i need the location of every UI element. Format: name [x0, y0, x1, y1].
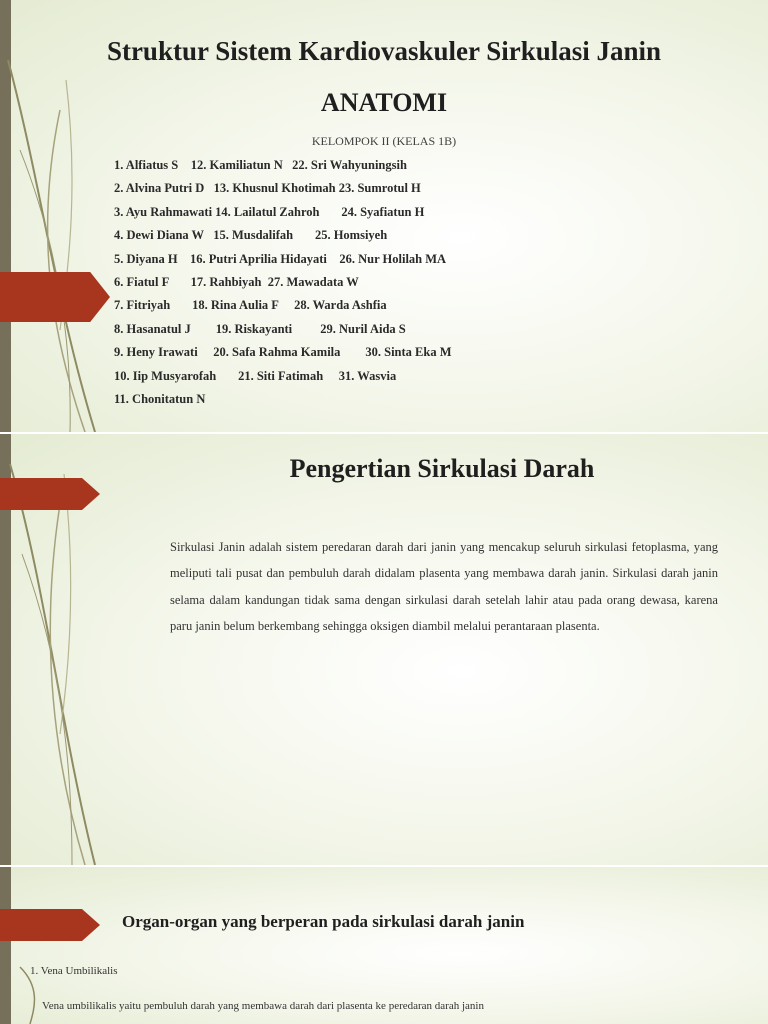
list-item-description: Vena umbilikalis yaitu pembuluh darah yang membawa darah dari plasenta ke peredaran darah janin — [42, 1000, 484, 1012]
slide-title — [0, 0, 768, 432]
section-heading: Organ-organ yang berperan pada sirkulasi darah janin — [122, 912, 525, 931]
slide-definition — [0, 434, 768, 865]
definition-paragraph: Sirkulasi Janin adalah sistem peredaran darah dari janin yang mencakup seluruh sirkulasi fetoplasma, yang meliputi tali pusat dan pembuluh darah didalam plasenta yang membawa darah janin. Sirkulasi darah janin selama dalam kandungan tidak sama dengan sirkulasi darah setelah lahir atau pada orang dewasa, karena paru janin belum berkembang sehingga oksigen diambil melalui perantaraan plasenta. — [170, 540, 718, 634]
list-item: 4. Dewi Diana W 15. Musdalifah 25. Homsiyeh — [114, 228, 388, 243]
list-item: 2. Alvina Putri D 13. Khusnul Khotimah 23. Sumrotul H — [114, 181, 421, 196]
list-item: 3. Ayu Rahmawati 14. Lailatul Zahroh 24. Syafiatun H — [114, 204, 425, 219]
member-list — [114, 155, 452, 412]
slide-title-text: Struktur Sistem Kardiovaskuler Sirkulasi Janin — [106, 36, 662, 66]
list-item: 10. Iip Musyarofah 21. Siti Fatimah 31. Wasvia — [114, 368, 397, 383]
list-item: 1. Vena Umbilikalis — [30, 965, 118, 977]
group-label: KELOMPOK II (KELAS 1B) — [311, 134, 457, 148]
slide-subtitle: ANATOMI — [320, 88, 448, 117]
accent-arrow — [0, 909, 100, 941]
list-item: 5. Diyana H 16. Putri Aprilia Hidayati 26. Nur Holilah MA — [114, 251, 447, 266]
accent-arrow — [0, 272, 110, 322]
list-item: 8. Hasanatul J 19. Riskayanti 29. Nuril Aida S — [114, 321, 406, 336]
list-item: 7. Fitriyah 18. Rina Aulia F 28. Warda Ashfia — [114, 298, 387, 313]
list-item: 1. Alfiatus S 12. Kamiliatun N 22. Sri Wahyuningsih — [114, 158, 407, 172]
list-item: 11. Chonitatun N — [114, 391, 206, 406]
section-heading: Pengertian Sirkulasi Darah — [289, 454, 595, 483]
list-item: 9. Heny Irawati 20. Safa Rahma Kamila 30. Sinta Eka M — [114, 345, 452, 360]
list-item: 6. Fiatul F 17. Rahbiyah 27. Mawadata W — [114, 274, 359, 289]
slide-organs — [0, 867, 768, 1024]
